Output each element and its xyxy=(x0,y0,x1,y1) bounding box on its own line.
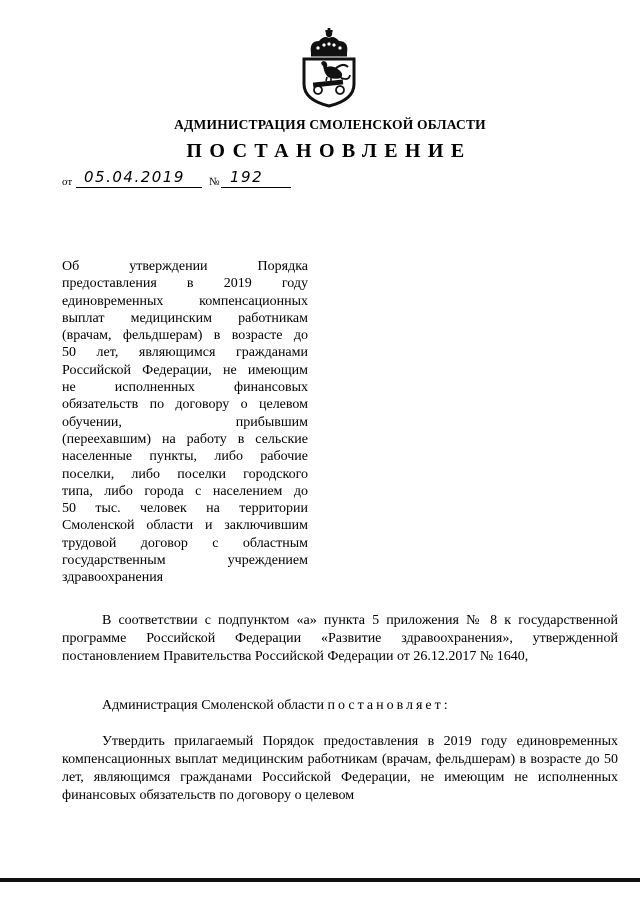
subject-line: здравоохранения xyxy=(62,570,164,586)
subject-line: обучении, прибывшим xyxy=(62,414,308,430)
page-bottom-rule xyxy=(0,878,640,882)
date-number-line xyxy=(62,168,302,190)
subject-line: населенные пункты, либо рабочие xyxy=(62,449,308,465)
subject-line: выплат медицинским работникам xyxy=(62,310,308,326)
subject-line: 50 лет, являющимся гражданами xyxy=(62,345,308,361)
subject-block xyxy=(62,258,308,587)
subject-line: (переехавшим) на работу в сельские xyxy=(62,431,308,447)
subject-line: не исполненных финансовых xyxy=(62,380,308,396)
clause-1-paragraph: Утвердить прилагаемый Порядок предоставления в 2019 году единовременных компенсационных выплат медицинским работникам (врачам, фельдшерам) в возрасте до 50 лет, являющимся гражданами Российской Федерации, не имеющим не исполненных финансовых обязательств по договору о целевом xyxy=(62,734,618,803)
smolensk-coat-of-arms-icon xyxy=(297,26,361,108)
resolves-verb: постановляет: xyxy=(327,698,451,713)
subject-line: обязательств по договору о целевом xyxy=(62,397,308,413)
preamble-paragraph: В соответствии с подпунктом «а» пункта 5 приложения № 8 к государственной программе Российской Федерации «Развитие здравоохранения», утвержденной постановлением Правительства Российской Федерации от 26.12.2017 № 1640, xyxy=(62,613,618,664)
resolves-paragraph xyxy=(62,697,618,715)
agency-title: АДМИНИСТРАЦИЯ СМОЛЕНСКОЙ ОБЛАСТИ xyxy=(174,117,486,132)
number-prefix: № xyxy=(209,176,220,188)
subject-line: Смоленской области и заключившим xyxy=(62,518,308,534)
subject-line: Об утверждении Порядка xyxy=(62,259,308,274)
subject-line: (врачам, фельдшерам) в возрасте до xyxy=(62,328,308,344)
subject-line: трудовой договор с областным xyxy=(62,535,308,551)
subject-line: государственным учреждением xyxy=(62,553,308,569)
subject-line: единовременных компенсационных xyxy=(62,293,308,309)
subject-line: 50 тыс. человек на территории xyxy=(62,501,308,517)
subject-line: Российской Федерации, не имеющим xyxy=(62,362,308,378)
document-type-title: ПОСТАНОВЛЕНИЕ xyxy=(186,140,472,162)
number-value: 192 xyxy=(230,168,264,186)
number-underline xyxy=(221,187,291,188)
date-underline xyxy=(76,187,202,188)
subject-line: типа, либо города с населением до xyxy=(62,483,308,499)
date-prefix: от xyxy=(62,176,73,188)
date-value: 05.04.2019 xyxy=(84,168,185,186)
resolves-subject: Администрация Смоленской области xyxy=(102,698,325,713)
subject-line: поселки, либо поселки городского xyxy=(62,466,308,482)
subject-line: предоставления в 2019 году xyxy=(62,276,308,292)
